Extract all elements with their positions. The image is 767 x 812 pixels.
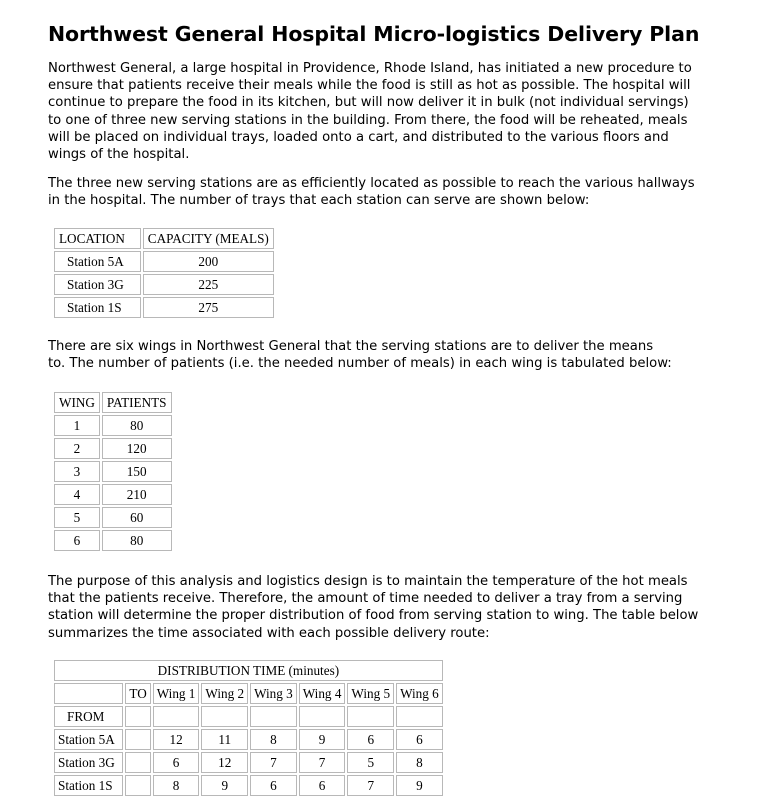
empty-cell: [153, 706, 200, 727]
table-cell: 6: [153, 752, 200, 773]
page-title: Northwest General Hospital Micro-logistics Delivery Plan: [48, 22, 700, 46]
table-cell: 210: [102, 484, 172, 505]
empty-cell: [201, 706, 248, 727]
column-header: LOCATION: [54, 228, 141, 249]
capacity-table: [52, 226, 276, 320]
table-cell: 7: [299, 752, 346, 773]
table-row: [54, 274, 274, 295]
wings-paragraph: [48, 338, 738, 372]
table-cell: 120: [102, 438, 172, 459]
table-cell: 225: [143, 274, 274, 295]
text-line: that the patients receive. Therefore, the amount of time needed to deliver a tray from a serving: [48, 591, 683, 607]
column-header-wing: Wing 5: [347, 683, 394, 704]
column-header: WING: [54, 392, 100, 413]
table-cell: 5: [347, 752, 394, 773]
table-cell: 275: [143, 297, 274, 318]
empty-cell: [250, 706, 297, 727]
table-cell: 11: [201, 729, 248, 750]
column-header: PATIENTS: [102, 392, 172, 413]
table-row: [54, 251, 274, 272]
distribution-time-table: [52, 658, 445, 798]
empty-cell: [125, 729, 150, 750]
table-cell: 8: [153, 775, 200, 796]
table-row: [54, 507, 172, 528]
table-header-row: [54, 228, 274, 249]
text-line: to one of three new serving stations in the building. From there, the food will be reheated, meals: [48, 112, 688, 128]
from-label: FROM: [54, 706, 123, 727]
row-header-station: Station 3G: [54, 752, 123, 773]
table-cell: 9: [396, 775, 443, 796]
empty-cell: [125, 775, 150, 796]
empty-cell: [125, 706, 150, 727]
table-row: [54, 775, 443, 796]
patients-table: [52, 390, 174, 553]
empty-cell: [299, 706, 346, 727]
to-label: TO: [125, 683, 150, 704]
table-cell: 12: [153, 729, 200, 750]
table-cell: 5: [54, 507, 100, 528]
table-cell: 12: [201, 752, 248, 773]
table-row: [54, 415, 172, 436]
table-row: [54, 297, 274, 318]
row-header-station: Station 1S: [54, 775, 123, 796]
table-cell: 7: [347, 775, 394, 796]
table-row: [54, 752, 443, 773]
text-line: wings of the hospital.: [48, 147, 190, 163]
column-header-wing: Wing 3: [250, 683, 297, 704]
text-line: Northwest General, a large hospital in Providence, Rhode Island, has initiated a new procedure to: [48, 61, 692, 76]
table-cell: 7: [250, 752, 297, 773]
table-cell: 2: [54, 438, 100, 459]
table-cell: Station 3G: [54, 274, 141, 295]
table-cell: 9: [201, 775, 248, 796]
column-header-wing: Wing 2: [201, 683, 248, 704]
table-cell: 80: [102, 415, 172, 436]
purpose-paragraph: [48, 573, 738, 642]
table-row: [54, 706, 443, 727]
table-row: [54, 729, 443, 750]
table-cell: 6: [347, 729, 394, 750]
intro-paragraph: [48, 60, 738, 163]
table-cell: 3: [54, 461, 100, 482]
text-line: The purpose of this analysis and logistics design is to maintain the temperature of the hot meals: [48, 574, 688, 589]
table-cell: 6: [250, 775, 297, 796]
table-cell: Station 5A: [54, 251, 141, 272]
empty-cell: [347, 706, 394, 727]
table-cell: 150: [102, 461, 172, 482]
column-header-wing: Wing 4: [299, 683, 346, 704]
table-row: [54, 484, 172, 505]
table-cell: 8: [396, 752, 443, 773]
row-header-station: Station 5A: [54, 729, 123, 750]
empty-cell: [125, 752, 150, 773]
table-cell: 200: [143, 251, 274, 272]
text-line: station will determine the proper distribution of food from serving station to wing. The table below: [48, 608, 699, 624]
text-line: The three new serving stations are as efficiently located as possible to reach the various hallways: [48, 176, 695, 191]
table-cell: 6: [54, 530, 100, 551]
table-header-row: [54, 683, 443, 704]
column-header-wing: Wing 6: [396, 683, 443, 704]
table-header-row: [54, 392, 172, 413]
table-row: [54, 530, 172, 551]
empty-cell: [54, 683, 123, 704]
stations-paragraph: [48, 175, 738, 209]
table-caption-row: [54, 660, 443, 681]
text-line: in the hospital. The number of trays that each station can serve are shown below:: [48, 193, 590, 209]
table-cell: 8: [250, 729, 297, 750]
empty-cell: [396, 706, 443, 727]
text-line: will be placed on individual trays, loaded onto a cart, and distributed to the various floors and: [48, 129, 669, 145]
text-line: to. The number of patients (i.e. the needed number of meals) in each wing is tabulated below:: [48, 356, 672, 372]
column-header: CAPACITY (MEALS): [143, 228, 274, 249]
table-cell: 60: [102, 507, 172, 528]
table-caption: DISTRIBUTION TIME (minutes): [54, 660, 443, 681]
table-cell: 80: [102, 530, 172, 551]
table-row: [54, 438, 172, 459]
table-cell: 9: [299, 729, 346, 750]
table-row: [54, 461, 172, 482]
column-header-wing: Wing 1: [153, 683, 200, 704]
table-cell: 4: [54, 484, 100, 505]
table-cell: 6: [299, 775, 346, 796]
text-line: There are six wings in Northwest General that the serving stations are to deliver the means: [48, 339, 654, 354]
table-cell: 1: [54, 415, 100, 436]
text-line: ensure that patients receive their meals while the food is still as hot as possible. The hospital will: [48, 78, 691, 94]
table-cell: 6: [396, 729, 443, 750]
table-cell: Station 1S: [54, 297, 141, 318]
text-line: continue to prepare the food in its kitchen, but will now deliver it in bulk (not individual servings): [48, 95, 689, 111]
text-line: summarizes the time associated with each possible delivery route:: [48, 625, 490, 641]
